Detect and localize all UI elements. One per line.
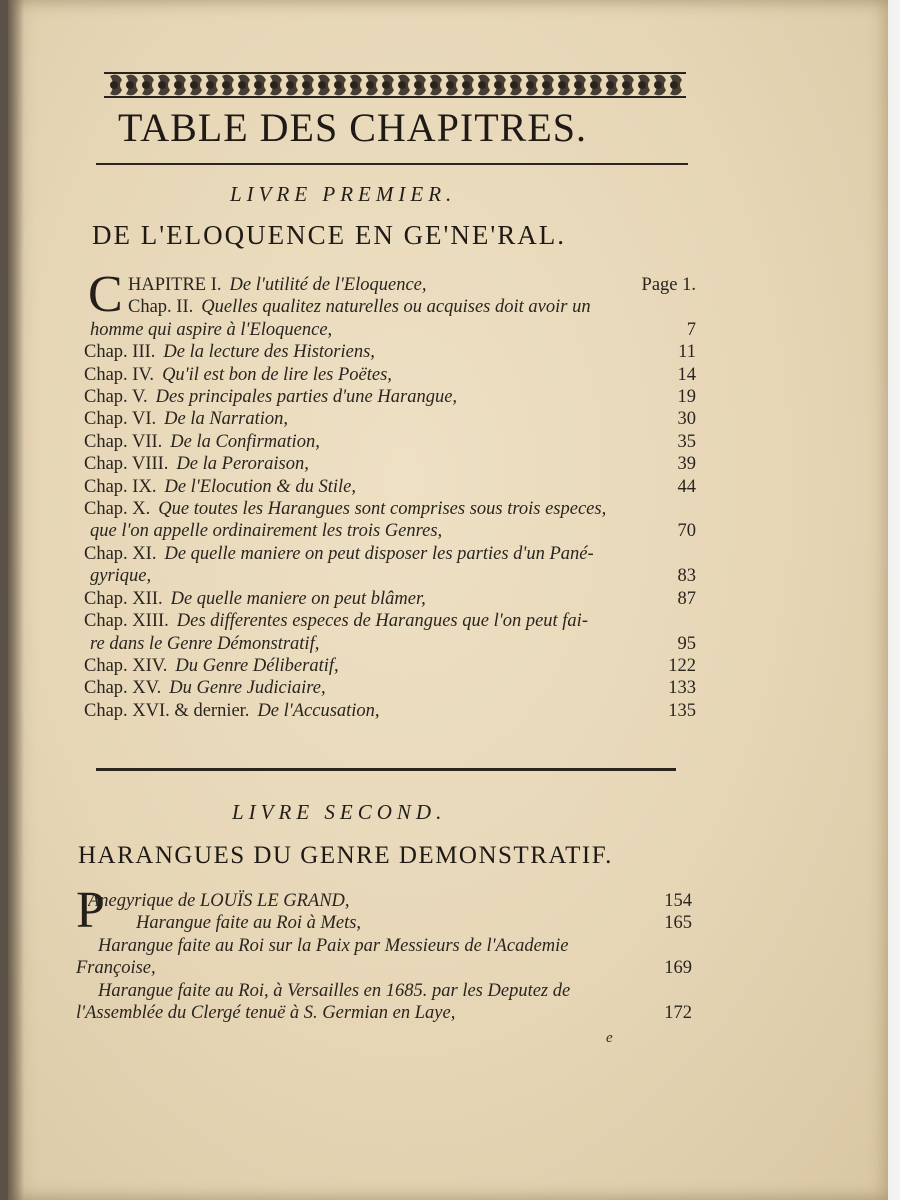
page-number: 154 xyxy=(664,891,692,911)
book2-dropcap: P xyxy=(76,882,105,939)
toc-entry xyxy=(84,431,696,453)
chapter-title-continuation xyxy=(76,957,692,979)
chapter-number: Chap. IV. xyxy=(84,364,155,385)
chapter-title: Harangue faite au Roi sur la Paix par Messieurs de l'Academie xyxy=(98,935,569,956)
toc-entry xyxy=(84,476,696,498)
page-number: 30 xyxy=(677,409,696,430)
page-number: 165 xyxy=(664,913,692,934)
toc-entry xyxy=(84,453,696,475)
page-number: 14 xyxy=(677,364,696,385)
chapter-number: Chap. XVI. & dernier. xyxy=(84,700,250,721)
toc-entry-line xyxy=(84,364,696,386)
toc-entry xyxy=(76,980,692,1025)
page-gutter-shadow xyxy=(8,0,24,1200)
chapter-number: Chap. XV. xyxy=(84,678,162,699)
book2-toc xyxy=(76,890,692,1024)
toc-entry-line xyxy=(84,498,696,520)
chapter-title: Des principales parties d'une Harangue, xyxy=(155,387,458,408)
chapter-number: Chap. XIV. xyxy=(84,655,168,676)
toc-entry-line xyxy=(84,431,696,453)
toc-entry-line xyxy=(84,386,696,408)
chapter-title: Du Genre Judiciaire, xyxy=(169,678,326,699)
continuation-text: homme qui aspire à l'Eloquence, xyxy=(90,319,333,340)
toc-entry xyxy=(84,408,696,430)
page-title: TABLE DES CHAPITRES. xyxy=(118,105,588,150)
page-number: 11 xyxy=(678,342,696,363)
chapter-title-continuation xyxy=(84,565,696,587)
toc-entry-line xyxy=(76,935,692,957)
continuation-text: que l'on appelle ordinairement les trois Genres, xyxy=(90,521,443,542)
page-number: 35 xyxy=(677,431,696,452)
chapter-title: Harangue faite au Roi à Mets, xyxy=(136,913,362,934)
chapter-title: Quelles qualitez naturelles ou acquises doit avoir un xyxy=(201,297,591,318)
continuation-text: l'Assemblée du Clergé tenuë à S. Germian en Laye, xyxy=(76,1003,456,1024)
page-number: 135 xyxy=(668,700,696,721)
toc-entry-line xyxy=(84,476,696,498)
toc-entry xyxy=(84,543,696,588)
toc-entry-line xyxy=(84,588,696,610)
chapter-title: De la Narration, xyxy=(164,409,288,430)
book1-toc xyxy=(84,274,696,722)
chapter-title: Qu'il est bon de lire les Poëtes, xyxy=(162,364,392,385)
toc-entry xyxy=(84,610,696,655)
continuation-text: gyrique, xyxy=(90,566,152,587)
book1-label: LIVRE PREMIER. xyxy=(230,182,457,206)
toc-entry xyxy=(84,274,696,296)
toc-entry-line xyxy=(84,543,696,565)
chapter-title: De la lecture des Historiens, xyxy=(163,342,375,363)
continuation-text: re dans le Genre Démonstratif, xyxy=(90,633,320,654)
chapter-number: Chap. V. xyxy=(84,387,148,408)
chapter-title-continuation xyxy=(84,633,696,655)
chapter-title: De l'Accusation, xyxy=(257,700,380,721)
toc-entry xyxy=(84,296,696,341)
page-number: 172 xyxy=(664,1003,692,1024)
continuation-text: Françoise, xyxy=(76,958,156,979)
chapter-number: Chap. III. xyxy=(84,342,156,363)
chapter-number: Chap. XIII. xyxy=(84,611,169,632)
signature-mark: e xyxy=(606,1030,613,1046)
toc-entry xyxy=(84,364,696,386)
toc-entry-line xyxy=(84,453,696,475)
toc-entry xyxy=(76,890,692,912)
toc-entry xyxy=(84,498,696,543)
toc-entry-line xyxy=(84,610,696,632)
section-rule xyxy=(96,768,676,771)
chapter-title: De quelle maniere on peut disposer les parties d'un Pané- xyxy=(164,543,594,564)
page-number: 133 xyxy=(668,678,696,699)
toc-entry xyxy=(84,341,696,363)
toc-entry xyxy=(84,677,696,699)
chapter-title: De l'Elocution & du Stile, xyxy=(164,476,356,497)
book2-heading: HARANGUES DU GENRE DEMONSTRATIF. xyxy=(78,842,613,869)
chapter-title: De l'utilité de l'Eloquence, xyxy=(229,275,427,295)
toc-entry xyxy=(84,386,696,408)
page-number: 19 xyxy=(677,387,696,408)
chapter-title: De la Confirmation, xyxy=(170,431,320,452)
chapter-number: Chap. XI. xyxy=(84,543,157,564)
page-number: 87 xyxy=(677,588,696,609)
chapter-number: Chap. VII. xyxy=(84,431,163,452)
chapter-title: Harangue faite au Roi, à Versailles en 1685. par les Deputez de xyxy=(98,980,571,1001)
toc-entry xyxy=(84,700,696,722)
chapter-number: HAPITRE I. xyxy=(128,275,222,295)
toc-entry-line xyxy=(84,677,696,699)
book2-label: LIVRE SECOND. xyxy=(232,800,447,824)
toc-entry-line xyxy=(84,296,696,318)
chapter-title-continuation xyxy=(76,1002,692,1024)
toc-entry xyxy=(84,655,696,677)
toc-entry xyxy=(84,588,696,610)
chapter-number: Chap. IX. xyxy=(84,476,157,497)
toc-entry-line xyxy=(76,980,692,1002)
chapter-number: Chap. XII. xyxy=(84,588,163,609)
toc-entry xyxy=(76,935,692,980)
chapter-title: Anegyrique de LOUÏS LE GRAND, xyxy=(88,891,350,911)
chapter-number: Chap. VIII. xyxy=(84,454,169,475)
chapter-number: Chap. II. xyxy=(128,297,194,318)
toc-entry-line xyxy=(84,341,696,363)
toc-entry-line xyxy=(76,912,692,934)
toc-entry xyxy=(76,912,692,934)
page-number: 83 xyxy=(677,566,696,587)
chapter-title-continuation xyxy=(84,520,696,542)
title-rule xyxy=(96,163,688,165)
page-number: 95 xyxy=(677,633,696,654)
page-number: 169 xyxy=(664,958,692,979)
toc-entry-line xyxy=(84,274,696,296)
chapter-title: De quelle maniere on peut blâmer, xyxy=(170,588,426,609)
page-number: Page 1. xyxy=(641,275,696,295)
toc-entry-line xyxy=(84,655,696,677)
chapter-number: Chap. X. xyxy=(84,499,151,520)
toc-entry-line xyxy=(76,890,692,912)
toc-entry-line xyxy=(84,700,696,722)
book1-heading: DE L'ELOQUENCE EN GE'NE'RAL. xyxy=(92,220,567,250)
chapter-title: De la Peroraison, xyxy=(176,454,309,475)
page-number: 122 xyxy=(668,655,696,676)
chapter-number: Chap. VI. xyxy=(84,409,157,430)
page-number: 70 xyxy=(677,521,696,542)
page-number: 44 xyxy=(677,476,696,497)
toc-entry-line xyxy=(84,408,696,430)
chapter-title-continuation xyxy=(84,319,696,341)
ornament-band xyxy=(104,70,686,100)
page-number: 39 xyxy=(677,454,696,475)
book1-dropcap: C xyxy=(88,266,123,323)
chapter-title: Que toutes les Harangues sont comprises sous trois especes, xyxy=(158,499,607,520)
page-number: 7 xyxy=(686,319,696,340)
chapter-title: Des differentes especes de Harangues que l'on peut fai- xyxy=(176,611,588,632)
chapter-title: Du Genre Déliberatif, xyxy=(175,655,339,676)
